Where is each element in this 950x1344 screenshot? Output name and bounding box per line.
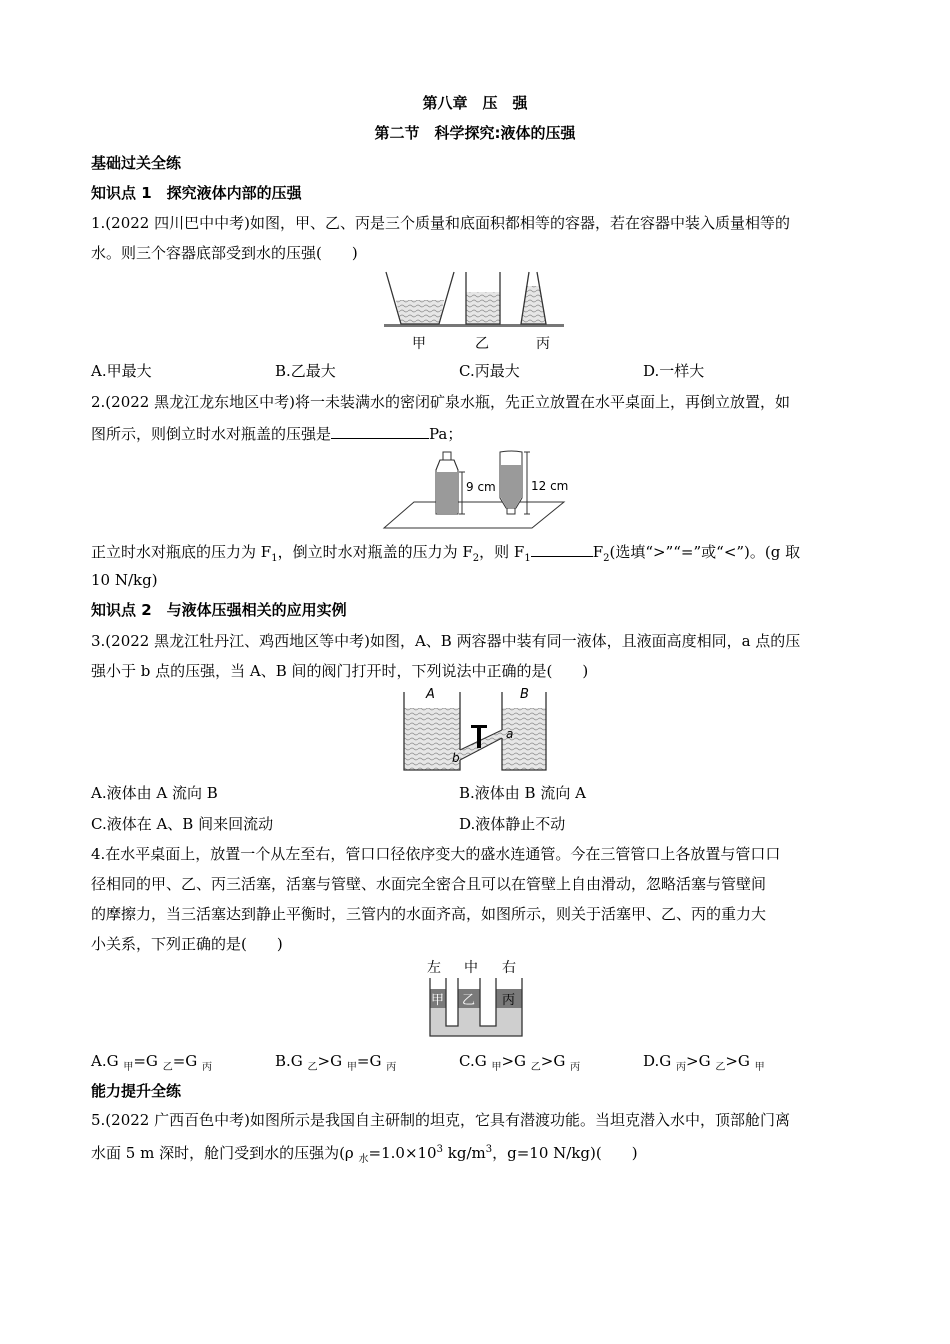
q4-c-s1: 甲: [491, 1062, 502, 1073]
chapter-title: 第八章 压 强: [422, 94, 528, 112]
q4-option-d[interactable]: [643, 1051, 765, 1078]
q3-line-2: 强小于 b 点的压强，当 A、B 间的阀门打开时，下列说法中正确的是( ): [91, 662, 589, 680]
q5-sup-1: 3: [436, 1144, 443, 1155]
q2-sub-1: 1: [271, 553, 278, 564]
q5-sub-water: 水: [358, 1154, 369, 1165]
q3-option-c[interactable]: C.液体在 A、B 间来回流动: [91, 815, 274, 833]
section-title: 第二节 科学探究:液体的压强: [374, 124, 576, 142]
q5-line-2-d: ，g=10 N/kg)( ): [492, 1144, 638, 1162]
q5-line-2: [91, 1140, 638, 1170]
q3-label-b: B: [520, 687, 529, 702]
q2-line-2-pre: 图所示，则倒立时水对瓶盖的压强是: [91, 425, 332, 443]
q4-line-3: 的摩擦力，当三活塞达到静止平衡时，三管内的水面齐高，如图所示，则关于活塞甲、乙、丙的重力大: [91, 905, 767, 923]
q5-line-2-a: 水面 5 m 深时，舱门受到水的压强为(ρ: [91, 1144, 359, 1162]
q2-line-4: 10 N/kg): [91, 571, 158, 589]
q2-sub-2b: 2: [603, 553, 610, 564]
q2-line-3: [91, 540, 800, 569]
q4-line-4: 小关系，下列正确的是( ): [91, 935, 283, 953]
q1-option-c[interactable]: C.丙最大: [459, 362, 520, 380]
q4-d-s3: 甲: [754, 1062, 765, 1073]
q4-piston-jia: 甲: [431, 993, 445, 1008]
q4-b-2: >G: [317, 1052, 347, 1070]
q4-label-left: 左: [427, 960, 441, 976]
q4-figure: [424, 956, 528, 1042]
q4-option-b[interactable]: [275, 1051, 396, 1078]
q4-b-s1: 乙: [307, 1062, 318, 1073]
q4-b-1: B.G: [275, 1052, 308, 1070]
q5-line-2-b: =1.0×10: [368, 1144, 437, 1162]
q4-b-3: =G: [356, 1052, 387, 1070]
q4-c-2: >G: [501, 1052, 531, 1070]
q4-piston-yi: 乙: [462, 993, 476, 1008]
q4-a-s1: 甲: [123, 1062, 134, 1073]
q4-c-s3: 丙: [570, 1062, 581, 1073]
q2-blank-compare[interactable]: [531, 540, 593, 557]
q4-a-s2: 乙: [162, 1062, 173, 1073]
q1-label-bing: 丙: [536, 336, 550, 352]
q4-a-1: A.G: [91, 1052, 124, 1070]
q2-line-1: 2.(2022 黑龙江龙东地区中考)将一未装满水的密闭矿泉水瓶，先正立放置在水平桌面上，再倒立放置，如: [91, 393, 790, 411]
q1-label-jia: 甲: [412, 336, 426, 352]
q4-a-s3: 丙: [202, 1062, 213, 1073]
knowledge-point-2: 知识点 2 与液体压强相关的应用实例: [91, 601, 347, 619]
q4-d-s1: 丙: [676, 1062, 687, 1073]
q1-option-d[interactable]: D.一样大: [643, 362, 705, 380]
q5-sup-2: 3: [485, 1144, 493, 1155]
q1-line-1: 1.(2022 四川巴中中考)如图，甲、乙、丙是三个质量和底面积都相等的容器，若在容器中装入质量相等的: [91, 214, 790, 232]
q4-c-3: >G: [540, 1052, 571, 1070]
q4-c-1: C.G: [459, 1052, 492, 1070]
q4-piston-bing: 丙: [502, 993, 516, 1008]
q4-option-a[interactable]: [91, 1051, 212, 1078]
q4-c-s2: 乙: [530, 1062, 541, 1073]
q4-b-s3: 丙: [386, 1062, 397, 1073]
q2-dim-12cm: 12 cm: [531, 479, 569, 493]
q3-option-d[interactable]: D.液体静止不动: [459, 815, 566, 833]
q1-option-b[interactable]: B.乙最大: [275, 362, 336, 380]
q2-line-3-d: F: [592, 543, 604, 561]
q4-option-c[interactable]: [459, 1051, 580, 1078]
q3-figure: [402, 686, 550, 776]
q3-label-a: A: [426, 687, 435, 702]
q2-line-2: [91, 422, 462, 444]
q2-line-3-c: ，则 F: [479, 543, 525, 561]
q4-d-2: >G: [686, 1052, 716, 1070]
q4-line-1: 4.在水平桌面上，放置一个从左至右，管口口径依序变大的盛水连通管。今在三管管口上各放置与管口口: [91, 845, 781, 863]
q2-dim-9cm: 9 cm: [466, 480, 496, 494]
q3-line-1: 3.(2022 黑龙江牡丹江、鸡西地区等中考)如图，A、B 两容器中装有同一液体，且液面高度相同，a 点的压: [91, 632, 801, 650]
q1-option-a[interactable]: A.甲最大: [91, 362, 152, 380]
q1-line-2: 水。则三个容器底部受到水的压强( ): [91, 244, 358, 262]
q1-label-yi: 乙: [475, 336, 489, 352]
q2-blank-pressure[interactable]: [331, 422, 429, 439]
q4-d-3: >G: [725, 1052, 755, 1070]
heading-advanced: 能力提升全练: [91, 1082, 182, 1100]
q2-figure: [384, 448, 569, 530]
q4-b-s2: 甲: [346, 1062, 357, 1073]
q4-d-1: D.G: [643, 1052, 677, 1070]
heading-basic: 基础过关全练: [91, 154, 182, 172]
q1-figure: [384, 268, 564, 354]
q4-a-2: =G: [133, 1052, 163, 1070]
q2-line-3-a: 正立时水对瓶底的压力为 F: [91, 543, 272, 561]
q4-a-3: =G: [172, 1052, 203, 1070]
q2-line-3-e: (选填“>”“=”或“<”)。(g 取: [609, 543, 801, 561]
knowledge-point-1: 知识点 1 探究液体内部的压强: [91, 184, 302, 202]
q4-d-s2: 乙: [715, 1062, 726, 1073]
q4-label-right: 右: [502, 960, 516, 976]
q4-line-2: 径相同的甲、乙、丙三活塞，活塞与管壁、水面完全密合且可以在管壁上自由滑动，忽略活塞与管壁间: [91, 875, 767, 893]
q3-option-b[interactable]: B.液体由 B 流向 A: [459, 784, 586, 802]
q3-point-b: b: [452, 751, 460, 765]
q3-point-a: a: [506, 727, 514, 741]
q5-line-1: 5.(2022 广西百色中考)如图所示是我国自主研制的坦克，它具有潜渡功能。当坦克潜入水中，顶部舱门离: [91, 1111, 790, 1129]
q3-option-a[interactable]: A.液体由 A 流向 B: [91, 784, 218, 802]
q4-label-middle: 中: [464, 960, 478, 976]
q2-sub-2: 2: [472, 553, 480, 564]
q2-line-3-b: ，倒立时水对瓶盖的压力为 F: [277, 543, 473, 561]
q2-line-2-post: Pa；: [429, 425, 463, 443]
q2-sub-1b: 1: [524, 553, 531, 564]
q5-line-2-c: kg/m: [442, 1144, 486, 1162]
